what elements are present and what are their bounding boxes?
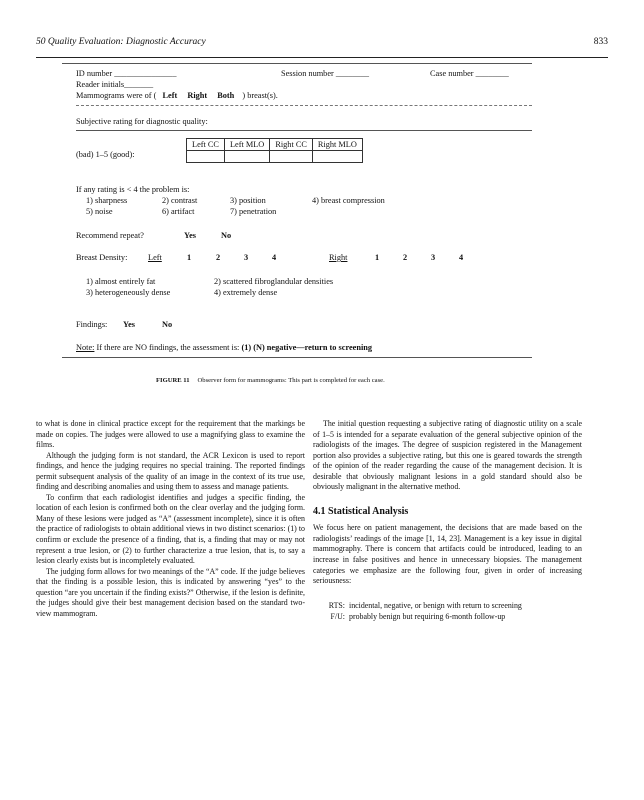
view-both-option: Both <box>217 91 235 100</box>
mammograms-suffix: ) breast(s). <box>242 91 278 100</box>
recommend-yes: Yes <box>184 231 196 240</box>
mammograms-prefix: Mammograms were of ( <box>76 91 157 100</box>
paragraph: to what is done in clinical practice except for the requirement that the markings be made on copies. The judges were allowed to use a magnifying glass to examine the films. <box>36 419 305 450</box>
rating-table <box>186 138 363 163</box>
density-right-label: Right <box>329 253 348 262</box>
recommend-repeat-label: Recommend repeat? <box>76 231 144 240</box>
section-heading: 4.1 Statistical Analysis <box>313 505 409 517</box>
density-right-2: 2 <box>403 253 408 262</box>
rating-cell-left-cc <box>187 151 225 163</box>
rating-cell-left-mlo <box>224 151 269 163</box>
findings-no: No <box>162 320 173 329</box>
id-number-field: ID number _______________ <box>76 69 177 78</box>
category-term: RTS: <box>328 600 345 610</box>
recommend-no: No <box>221 231 232 240</box>
problem-artifact: 6) artifact <box>162 207 195 216</box>
page-number: 833 <box>593 37 608 47</box>
figure-caption <box>156 377 385 384</box>
note-bold: (1) (N) negative—return to screening <box>241 343 373 352</box>
density-right-3: 3 <box>431 253 436 262</box>
breast-density-label: Breast Density: <box>76 253 128 262</box>
subjective-rule <box>76 130 532 131</box>
category-description: probably benign but requiring 6-month follow-up <box>349 612 506 622</box>
findings-label: Findings: <box>76 320 108 329</box>
body-column-left <box>36 419 305 619</box>
problem-penetration: 7) penetration <box>230 207 277 216</box>
subjective-heading: Subjective rating for diagnostic quality: <box>76 117 208 126</box>
list-item <box>313 612 582 623</box>
rating-cell-right-mlo <box>312 151 362 163</box>
rating-header-left-cc: Left CC <box>187 139 225 151</box>
density-left-label: Left <box>148 253 162 262</box>
density-right-1: 1 <box>375 253 380 262</box>
paragraph: The initial question requesting a subjective rating of diagnostic utility on a scale of 1–5 is intended for a separate evaluation of the general subjective opinion of the radiologists of the images. The degree of suspicion registered in the Management portion also provides a subjective rating, but this one is geared towards the strength of the opinion of the reader regarding the cause of the management decision. It is desirable that obviously malignant lesions in a gold standard should also be obviously malignant in the alternative method. <box>313 419 582 492</box>
problem-heading: If any rating is < 4 the problem is: <box>76 185 190 194</box>
body-column-right <box>313 419 582 624</box>
paragraph: Although the judging form is not standard, the ACR Lexicon is used to report findings, and hence the judging requires no special training. The reported findings permit subsequent analysis of the quality of an image in the context of its true use, finding and describing anomalies and using them to assess and manage patients. <box>36 450 305 492</box>
category-term: F/U: <box>330 612 345 622</box>
rating-header-right-mlo: Right MLO <box>312 139 362 151</box>
list-item <box>313 601 582 612</box>
view-right-option: Right <box>187 91 208 100</box>
density-left-1: 1 <box>187 253 192 262</box>
density-option-2: 2) scattered fibroglandular densities <box>214 277 334 286</box>
problem-contrast: 2) contrast <box>162 196 198 205</box>
problem-noise: 5) noise <box>86 207 113 216</box>
view-left-option: Left <box>162 91 178 100</box>
paragraph: We focus here on patient management, the decisions that are made based on the radiologists’ readings of the image [1, 14, 23]. Management is a key issue in digital mammography. There is concern that artifacts could be introduced, leading to an increase in false positives and hence in unnecessary biopsies. The management categories we emphasize are the following four, given in order of increasing seriousness: <box>313 523 582 586</box>
management-categories <box>313 601 582 623</box>
running-head-title: 50 Quality Evaluation: Diagnostic Accuracy <box>36 37 206 47</box>
figure-caption-text: Observer form for mammograms: This part is completed for each case. <box>197 377 385 384</box>
rating-header-left-mlo: Left MLO <box>224 139 269 151</box>
form-dashed-divider <box>76 105 532 106</box>
rating-header-right-cc: Right CC <box>270 139 313 151</box>
density-left-3: 3 <box>244 253 249 262</box>
note-label: Note: <box>76 343 95 352</box>
form-top-rule <box>62 63 532 64</box>
figure-label: FIGURE 11 <box>156 377 190 384</box>
density-option-3: 3) heterogeneously dense <box>86 288 171 297</box>
findings-yes: Yes <box>123 320 135 329</box>
scale-label: (bad) 1–5 (good): <box>76 150 135 159</box>
problem-sharpness: 1) sharpness <box>86 196 128 205</box>
header-rule <box>36 57 608 58</box>
density-option-1: 1) almost entirely fat <box>86 277 156 286</box>
problem-compression: 4) breast compression <box>312 196 385 205</box>
case-number-field: Case number ________ <box>430 69 509 78</box>
density-right-4: 4 <box>459 253 464 262</box>
note-line <box>76 342 372 353</box>
density-left-4: 4 <box>272 253 277 262</box>
category-description: incidental, negative, or benign with return to screening <box>349 600 522 610</box>
mammograms-line <box>76 90 278 101</box>
rating-cell-right-cc <box>270 151 313 163</box>
density-left-2: 2 <box>216 253 221 262</box>
problem-position: 3) position <box>230 196 266 205</box>
paragraph: The judging form allows for two meanings of the “A” code. If the judge believes that the finding is a possible lesion, this is indicated by answering “yes” to the question “are you uncertain if the finding exists?” Otherwise, if the lesion is definite, the judges should give their best management decision based on the standard two-view mammogram. <box>36 566 305 618</box>
form-bottom-rule <box>62 357 532 358</box>
paragraph: To confirm that each radiologist identifies and judges a specific finding, the location of each lesion is confirmed both on the clear overlay and the judging form. Many of these lesions were judged as “A” (assessment incomplete), since it is often the practice of radiologists to obtain additional views in two distinct scenarios: (1) to confirm or exclude the presence of a finding, that is, a finding that may or may not represent a true lesion, or (2) to further characterize a true lesion, that is, to say a lesion clearly exists but is incompletely evaluated. <box>36 492 305 566</box>
density-option-4: 4) extremely dense <box>214 288 278 297</box>
reader-initials-field: Reader initials_______ <box>76 80 154 89</box>
note-text: If there are NO findings, the assessment is: <box>94 343 242 352</box>
session-number-field: Session number ________ <box>281 69 370 78</box>
running-head <box>36 37 608 51</box>
